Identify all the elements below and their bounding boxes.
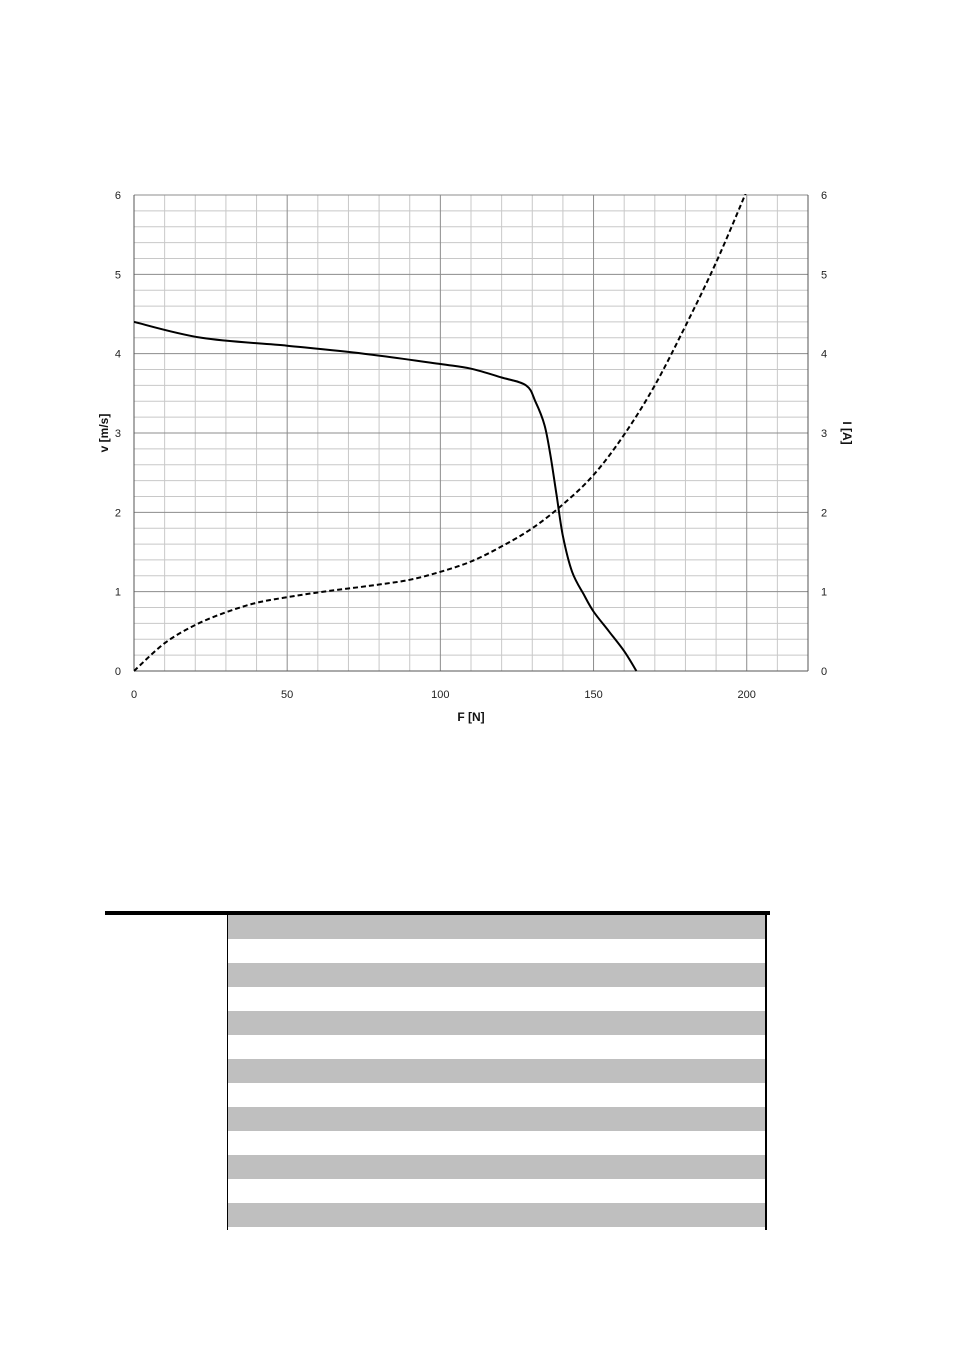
table-row — [228, 1179, 765, 1203]
y-tick-label-left: 6 — [114, 190, 121, 202]
x-axis-label: F [N] — [457, 710, 485, 724]
table-row — [228, 1083, 765, 1107]
y-tick-label-right: 4 — [821, 348, 828, 361]
y-tick-label-left: 5 — [114, 269, 121, 282]
table-body — [227, 915, 767, 1230]
y-tick-label-left: 3 — [114, 428, 121, 440]
y-tick-label-right: 3 — [821, 428, 828, 440]
table-row — [228, 1155, 765, 1179]
y-axis-label-right: I [A] — [840, 421, 854, 445]
table-row — [228, 939, 765, 963]
x-tick-label: 200 — [737, 689, 756, 701]
table-row — [228, 987, 765, 1011]
table-row — [228, 1059, 765, 1083]
y-tick-label-left: 0 — [114, 666, 121, 678]
y-tick-label-right: 1 — [821, 586, 828, 599]
table-row — [228, 1203, 765, 1227]
y-axis-label-left: v [m/s] — [97, 413, 111, 453]
x-tick-label: 0 — [130, 689, 138, 701]
table-row — [228, 915, 765, 939]
y-tick-label-right: 5 — [821, 269, 828, 282]
y-tick-label-left: 2 — [114, 507, 121, 520]
table-row — [228, 1131, 765, 1155]
table — [105, 911, 770, 1231]
table-row — [228, 1011, 765, 1035]
x-tick-label: 100 — [431, 689, 450, 701]
x-tick-label: 50 — [281, 689, 294, 701]
y-tick-label-right: 0 — [821, 666, 828, 678]
y-tick-label-right: 6 — [821, 190, 828, 202]
y-tick-label-right: 2 — [821, 507, 828, 520]
y-tick-label-left: 1 — [114, 586, 121, 599]
x-tick-label: 150 — [584, 689, 603, 701]
y-tick-label-left: 4 — [114, 348, 121, 361]
table-row — [228, 1107, 765, 1131]
table-row — [228, 1035, 765, 1059]
table-row — [228, 963, 765, 987]
